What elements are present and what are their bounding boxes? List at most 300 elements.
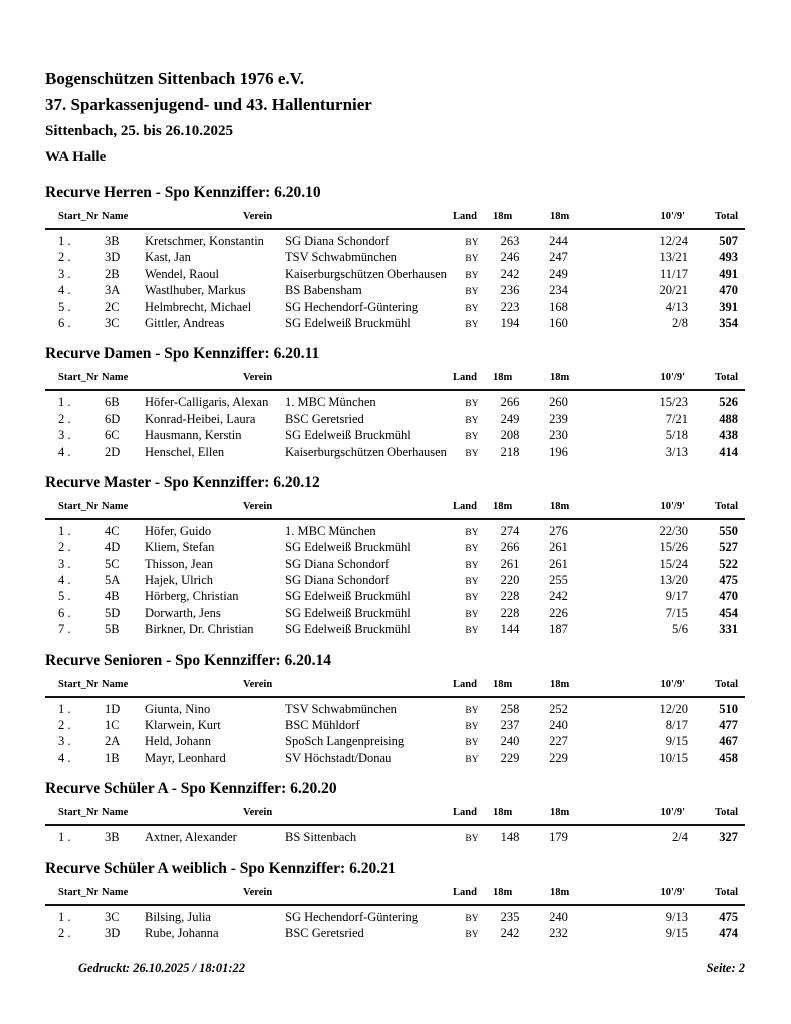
- land-code: BY: [465, 254, 479, 265]
- total-score: 522: [719, 556, 738, 571]
- column-header-18m-1: 18m: [493, 678, 513, 690]
- result-rank: 2 .: [58, 250, 71, 265]
- result-rank: 1 .: [58, 234, 71, 248]
- start-number: 3A: [105, 283, 121, 298]
- table-header-row: [45, 211, 745, 226]
- archer-name: Thisson, Jean: [145, 556, 214, 571]
- table-header-row: [45, 679, 745, 694]
- column-header-18m-2: 18m: [550, 372, 570, 384]
- table-body: [45, 230, 745, 331]
- result-row: [45, 411, 745, 427]
- land-code: BY: [465, 287, 479, 298]
- total-score: 470: [719, 283, 738, 298]
- land-code: BY: [465, 593, 479, 604]
- total-score: 438: [719, 428, 738, 443]
- land-code: BY: [465, 609, 479, 620]
- start-number: 2B: [105, 266, 120, 281]
- score-tens-nines: 3/13: [665, 444, 688, 459]
- result-row: [45, 282, 745, 298]
- result-rank: 1 .: [58, 523, 71, 538]
- result-row: [45, 605, 745, 621]
- score-18m-1: 218: [500, 444, 520, 459]
- score-18m-1: 246: [500, 250, 520, 265]
- start-number: 5D: [105, 605, 121, 620]
- table-header-row: [45, 501, 745, 516]
- column-header-18m-1: 18m: [493, 807, 513, 819]
- table-body: [45, 520, 745, 638]
- score-18m-2: 261: [549, 540, 568, 555]
- club-name: SG Edelweiß Bruckmühl: [285, 315, 411, 330]
- score-tens-nines: 9/17: [665, 589, 688, 604]
- total-score: 510: [719, 701, 738, 716]
- total-score: 475: [719, 909, 738, 924]
- club-name: TSV Schwabmünchen: [285, 250, 397, 265]
- score-18m-1: 242: [500, 925, 520, 940]
- start-number: 3D: [105, 250, 121, 265]
- start-number: 4D: [105, 540, 121, 555]
- result-row: [45, 233, 745, 249]
- archer-name: Kast, Jan: [145, 250, 191, 265]
- score-tens-nines: 12/20: [659, 701, 688, 716]
- archer-name: Kliem, Stefan: [145, 540, 215, 555]
- land-code: BY: [465, 560, 479, 571]
- archer-name: Wastlhuber, Markus: [145, 283, 246, 298]
- column-header-land: Land: [453, 500, 477, 512]
- location-date: Sittenbach, 25. bis 26.10.2025: [45, 123, 233, 139]
- club-name: 1. MBC München: [285, 523, 376, 538]
- score-tens-nines: 7/21: [665, 411, 688, 426]
- archer-name: Bilsing, Julia: [145, 909, 211, 924]
- result-row: [45, 750, 745, 766]
- result-row: [45, 701, 745, 717]
- start-number: 3B: [105, 234, 120, 248]
- total-score: 458: [719, 750, 738, 765]
- result-rank: 1 .: [58, 830, 71, 845]
- result-rank: 4 .: [58, 750, 71, 765]
- score-tens-nines: 2/8: [672, 315, 688, 330]
- archer-name: Gittler, Andreas: [145, 315, 225, 330]
- result-rank: 1 .: [58, 909, 71, 924]
- total-score: 354: [719, 315, 738, 330]
- score-18m-2: 240: [549, 909, 568, 924]
- results-table: [45, 679, 745, 767]
- printed-timestamp: Gedruckt: 26.10.2025 / 18:01:22: [78, 961, 245, 976]
- tournament-title: 37. Sparkassenjugend- und 43. Hallenturnier: [45, 95, 372, 114]
- result-row: [45, 444, 745, 460]
- land-code: BY: [465, 577, 479, 588]
- column-header-name: Name: [102, 678, 129, 690]
- score-18m-1: 263: [500, 234, 520, 248]
- total-score: 493: [719, 250, 738, 265]
- land-code: BY: [465, 415, 479, 426]
- score-18m-2: 260: [549, 395, 568, 410]
- archer-name: Hörberg, Christian: [145, 589, 239, 604]
- result-rank: 3 .: [58, 428, 71, 443]
- score-18m-1: 194: [500, 315, 520, 330]
- column-header-start-nr: Start_Nr: [58, 886, 99, 898]
- result-rank: 2 .: [58, 718, 71, 733]
- land-code: BY: [465, 722, 479, 733]
- column-header-verein: Verein: [243, 372, 273, 384]
- column-header-total: Total: [715, 886, 738, 898]
- land-code: BY: [465, 238, 479, 248]
- land-code: BY: [465, 705, 479, 716]
- column-header-tens-nines: 10'/9': [660, 211, 685, 222]
- event-type: WA Halle: [45, 149, 107, 165]
- column-header-18m-1: 18m: [493, 372, 513, 384]
- column-header-verein: Verein: [243, 211, 273, 222]
- club-name: BSC Geretsried: [285, 411, 364, 426]
- score-tens-nines: 10/15: [659, 750, 688, 765]
- land-code: BY: [465, 834, 479, 845]
- score-tens-nines: 2/4: [672, 830, 688, 845]
- column-header-verein: Verein: [243, 886, 273, 898]
- score-18m-1: 228: [500, 589, 520, 604]
- column-header-start-nr: Start_Nr: [58, 807, 99, 819]
- club-name: SG Edelweiß Bruckmühl: [285, 589, 411, 604]
- land-code: BY: [465, 929, 479, 940]
- result-row: [45, 249, 745, 265]
- land-code: BY: [465, 399, 479, 410]
- score-18m-2: 255: [549, 573, 568, 588]
- result-rank: 4 .: [58, 573, 71, 588]
- total-score: 391: [719, 299, 738, 314]
- score-tens-nines: 15/23: [659, 395, 688, 410]
- archer-name: Höfer-Calligaris, Alexan: [145, 395, 269, 410]
- score-18m-2: 261: [549, 556, 568, 571]
- start-number: 5B: [105, 622, 120, 637]
- archer-name: Dorwarth, Jens: [145, 605, 221, 620]
- club-name: SG Hechendorf-Güntering: [285, 909, 418, 924]
- column-header-18m-1: 18m: [493, 886, 513, 898]
- score-18m-2: 247: [549, 250, 568, 265]
- score-18m-2: 227: [549, 734, 568, 749]
- total-score: 527: [719, 540, 738, 555]
- archer-name: Birkner, Dr. Christian: [145, 622, 254, 637]
- result-rank: 4 .: [58, 444, 71, 459]
- result-row: [45, 427, 745, 443]
- column-header-18m-2: 18m: [550, 211, 570, 222]
- score-18m-1: 235: [500, 909, 520, 924]
- archer-name: Helmbrecht, Michael: [145, 299, 252, 314]
- land-code: BY: [465, 544, 479, 555]
- total-score: 526: [719, 395, 738, 410]
- total-score: 327: [719, 830, 738, 845]
- column-header-name: Name: [102, 211, 129, 222]
- club-name: BS Babensham: [285, 283, 362, 298]
- score-18m-2: 252: [549, 701, 568, 716]
- club-name: SG Edelweiß Bruckmühl: [285, 605, 411, 620]
- result-row: [45, 266, 745, 282]
- score-tens-nines: 11/17: [659, 266, 688, 281]
- score-18m-1: 236: [500, 283, 520, 298]
- table-body: [45, 906, 745, 942]
- column-header-tens-nines: 10'/9': [660, 678, 685, 690]
- land-code: BY: [465, 448, 479, 459]
- column-header-land: Land: [453, 807, 477, 819]
- column-header-start-nr: Start_Nr: [58, 500, 99, 512]
- start-number: 1D: [105, 701, 121, 716]
- column-header-start-nr: Start_Nr: [58, 372, 99, 384]
- archer-name: Giunta, Nino: [145, 701, 211, 716]
- start-number: 3C: [105, 909, 120, 924]
- total-score: 491: [719, 266, 738, 281]
- start-number: 1B: [105, 750, 120, 765]
- club-name: BSC Mühldorf: [285, 718, 360, 733]
- score-18m-1: 249: [500, 411, 520, 426]
- page-number: Seite: 2: [706, 961, 745, 976]
- column-header-verein: Verein: [243, 678, 273, 690]
- section-title: Recurve Damen - Spo Kennziffer: 6.20.11: [45, 345, 320, 363]
- score-18m-2: 196: [549, 444, 568, 459]
- column-header-tens-nines: 10'/9': [660, 886, 685, 898]
- table-header-row: [45, 807, 745, 822]
- total-score: 414: [719, 444, 738, 459]
- start-number: 6B: [105, 395, 120, 410]
- score-tens-nines: 9/15: [665, 925, 688, 940]
- start-number: 3D: [105, 925, 121, 940]
- result-section: [45, 651, 745, 767]
- land-code: BY: [465, 432, 479, 443]
- score-18m-1: 148: [500, 830, 520, 845]
- land-code: BY: [465, 754, 479, 765]
- start-number: 1C: [105, 718, 120, 733]
- start-number: 6C: [105, 428, 120, 443]
- club-name-title: Bogenschützen Sittenbach 1976 e.V.: [45, 69, 304, 88]
- result-section: [45, 183, 745, 331]
- column-header-tens-nines: 10'/9': [660, 372, 685, 384]
- total-score: 550: [719, 523, 738, 538]
- result-row: [45, 315, 745, 331]
- column-header-18m-1: 18m: [493, 500, 513, 512]
- archer-name: Kretschmer, Konstantin: [145, 234, 264, 248]
- results-table: [45, 807, 745, 845]
- total-score: 507: [719, 234, 738, 248]
- land-code: BY: [465, 626, 479, 637]
- start-number: 5A: [105, 573, 121, 588]
- club-name: BSC Geretsried: [285, 925, 364, 940]
- start-number: 2C: [105, 299, 120, 314]
- score-18m-1: 242: [500, 266, 520, 281]
- result-row: [45, 621, 745, 637]
- score-18m-1: 261: [500, 556, 520, 571]
- score-tens-nines: 20/21: [659, 283, 688, 298]
- club-name: SG Edelweiß Bruckmühl: [285, 622, 411, 637]
- section-title: Recurve Schüler A weiblich - Spo Kennziffer: 6.20.21: [45, 859, 396, 877]
- result-rank: 2 .: [58, 411, 71, 426]
- land-code: BY: [465, 303, 479, 314]
- result-row: [45, 588, 745, 604]
- score-tens-nines: 7/15: [665, 605, 688, 620]
- score-18m-1: 223: [500, 299, 520, 314]
- column-header-total: Total: [715, 678, 738, 690]
- score-18m-2: 240: [549, 718, 568, 733]
- column-header-tens-nines: 10'/9': [660, 807, 685, 819]
- club-name: BS Sittenbach: [285, 830, 357, 845]
- score-18m-2: 239: [549, 411, 568, 426]
- result-rank: 5 .: [58, 299, 71, 314]
- score-18m-1: 266: [500, 395, 520, 410]
- score-18m-1: 274: [500, 523, 520, 538]
- result-row: [45, 523, 745, 539]
- score-18m-2: 242: [549, 589, 568, 604]
- land-code: BY: [465, 738, 479, 749]
- archer-name: Höfer, Guido: [145, 523, 212, 538]
- club-name: SV Höchstadt/Donau: [285, 750, 392, 765]
- table-header-row: [45, 372, 745, 387]
- result-row: [45, 733, 745, 749]
- result-rank: 3 .: [58, 266, 71, 281]
- column-header-start-nr: Start_Nr: [58, 211, 99, 222]
- score-18m-2: 226: [549, 605, 568, 620]
- total-score: 470: [719, 589, 738, 604]
- archer-name: Mayr, Leonhard: [145, 750, 226, 765]
- score-18m-2: 276: [549, 523, 568, 538]
- archer-name: Hausmann, Kerstin: [145, 428, 242, 443]
- score-tens-nines: 8/17: [665, 718, 688, 733]
- column-header-18m-1: 18m: [493, 211, 513, 222]
- start-number: 6D: [105, 411, 121, 426]
- table-body: [45, 698, 745, 767]
- column-header-land: Land: [453, 211, 477, 222]
- archer-name: Konrad-Heibei, Laura: [145, 411, 256, 426]
- column-header-land: Land: [453, 678, 477, 690]
- score-18m-1: 229: [500, 750, 520, 765]
- table-body: [45, 826, 745, 845]
- land-code: BY: [465, 913, 479, 924]
- result-rank: 6 .: [58, 315, 71, 330]
- column-header-total: Total: [715, 807, 738, 819]
- result-row: [45, 394, 745, 410]
- section-title: Recurve Schüler A - Spo Kennziffer: 6.20.20: [45, 780, 337, 798]
- score-tens-nines: 9/13: [665, 909, 688, 924]
- result-row: [45, 539, 745, 555]
- result-rank: 1 .: [58, 701, 71, 716]
- result-section: [45, 779, 745, 845]
- total-score: 467: [719, 734, 738, 749]
- score-18m-1: 240: [500, 734, 520, 749]
- result-section: [45, 473, 745, 638]
- club-name: Kaiserburgschützen Oberhausen: [285, 444, 447, 459]
- start-number: 3C: [105, 315, 120, 330]
- archer-name: Wendel, Raoul: [145, 266, 219, 281]
- club-name: SG Hechendorf-Güntering: [285, 299, 418, 314]
- score-18m-2: 179: [549, 830, 568, 845]
- column-header-name: Name: [102, 500, 129, 512]
- results-table: [45, 887, 745, 942]
- score-tens-nines: 15/26: [659, 540, 688, 555]
- score-18m-2: 244: [549, 234, 568, 248]
- archer-name: Henschel, Ellen: [145, 444, 225, 459]
- score-tens-nines: 15/24: [659, 556, 688, 571]
- column-header-18m-2: 18m: [550, 807, 570, 819]
- table-header-row: [45, 887, 745, 902]
- result-row: [45, 909, 745, 925]
- column-header-verein: Verein: [243, 807, 273, 819]
- score-18m-1: 258: [500, 701, 520, 716]
- column-header-verein: Verein: [243, 500, 273, 512]
- score-tens-nines: 5/18: [665, 428, 688, 443]
- land-code: BY: [465, 319, 479, 330]
- result-rank: 2 .: [58, 925, 71, 940]
- club-name: SG Diana Schondorf: [285, 556, 390, 571]
- score-18m-2: 249: [549, 266, 568, 281]
- start-number: 4B: [105, 589, 120, 604]
- result-row: [45, 925, 745, 941]
- total-score: 331: [719, 622, 738, 637]
- start-number: 5C: [105, 556, 120, 571]
- result-rank: 2 .: [58, 540, 71, 555]
- start-number: 3B: [105, 830, 120, 845]
- total-score: 488: [719, 411, 738, 426]
- club-name: SG Diana Schondorf: [285, 234, 390, 248]
- club-name: TSV Schwabmünchen: [285, 701, 397, 716]
- column-header-18m-2: 18m: [550, 886, 570, 898]
- score-18m-1: 220: [500, 573, 520, 588]
- result-rank: 6 .: [58, 605, 71, 620]
- result-row: [45, 829, 745, 845]
- total-score: 477: [719, 718, 738, 733]
- document-header: [45, 66, 745, 170]
- column-header-name: Name: [102, 886, 129, 898]
- result-rank: 1 .: [58, 395, 71, 410]
- result-rank: 5 .: [58, 589, 71, 604]
- column-header-land: Land: [453, 372, 477, 384]
- archer-name: Hajek, Ulrich: [145, 573, 214, 588]
- column-header-name: Name: [102, 807, 129, 819]
- score-18m-1: 208: [500, 428, 520, 443]
- club-name: SG Edelweiß Bruckmühl: [285, 428, 411, 443]
- score-tens-nines: 12/24: [659, 234, 688, 248]
- score-18m-2: 229: [549, 750, 568, 765]
- score-tens-nines: 5/6: [672, 622, 688, 637]
- section-title: Recurve Herren - Spo Kennziffer: 6.20.10: [45, 184, 321, 201]
- archer-name: Axtner, Alexander: [145, 830, 237, 845]
- column-header-name: Name: [102, 372, 129, 384]
- score-tens-nines: 22/30: [659, 523, 688, 538]
- archer-name: Klarwein, Kurt: [145, 718, 221, 733]
- archer-name: Rube, Johanna: [145, 925, 219, 940]
- total-score: 474: [719, 925, 738, 940]
- column-header-total: Total: [715, 372, 738, 384]
- score-18m-2: 230: [549, 428, 568, 443]
- result-rank: 3 .: [58, 734, 71, 749]
- archer-name: Held, Johann: [145, 734, 211, 749]
- result-rank: 7 .: [58, 622, 71, 637]
- land-code: BY: [465, 270, 479, 281]
- score-18m-2: 187: [549, 622, 568, 637]
- column-header-land: Land: [453, 886, 477, 898]
- score-tens-nines: 13/21: [659, 250, 688, 265]
- section-title: Recurve Senioren - Spo Kennziffer: 6.20.14: [45, 651, 331, 669]
- score-tens-nines: 13/20: [659, 573, 688, 588]
- start-number: 4C: [105, 523, 120, 538]
- score-18m-2: 168: [549, 299, 568, 314]
- club-name: SpoSch Langenpreising: [285, 734, 405, 749]
- total-score: 454: [719, 605, 738, 620]
- total-score: 475: [719, 573, 738, 588]
- document-footer: [45, 961, 745, 976]
- club-name: SG Diana Schondorf: [285, 573, 390, 588]
- result-rank: 3 .: [58, 556, 71, 571]
- club-name: SG Edelweiß Bruckmühl: [285, 540, 411, 555]
- results-table: [45, 372, 745, 460]
- score-tens-nines: 4/13: [665, 299, 688, 314]
- score-18m-2: 160: [549, 315, 568, 330]
- score-18m-2: 234: [549, 283, 568, 298]
- section-title: Recurve Master - Spo Kennziffer: 6.20.12: [45, 473, 320, 491]
- result-rank: 4 .: [58, 283, 71, 298]
